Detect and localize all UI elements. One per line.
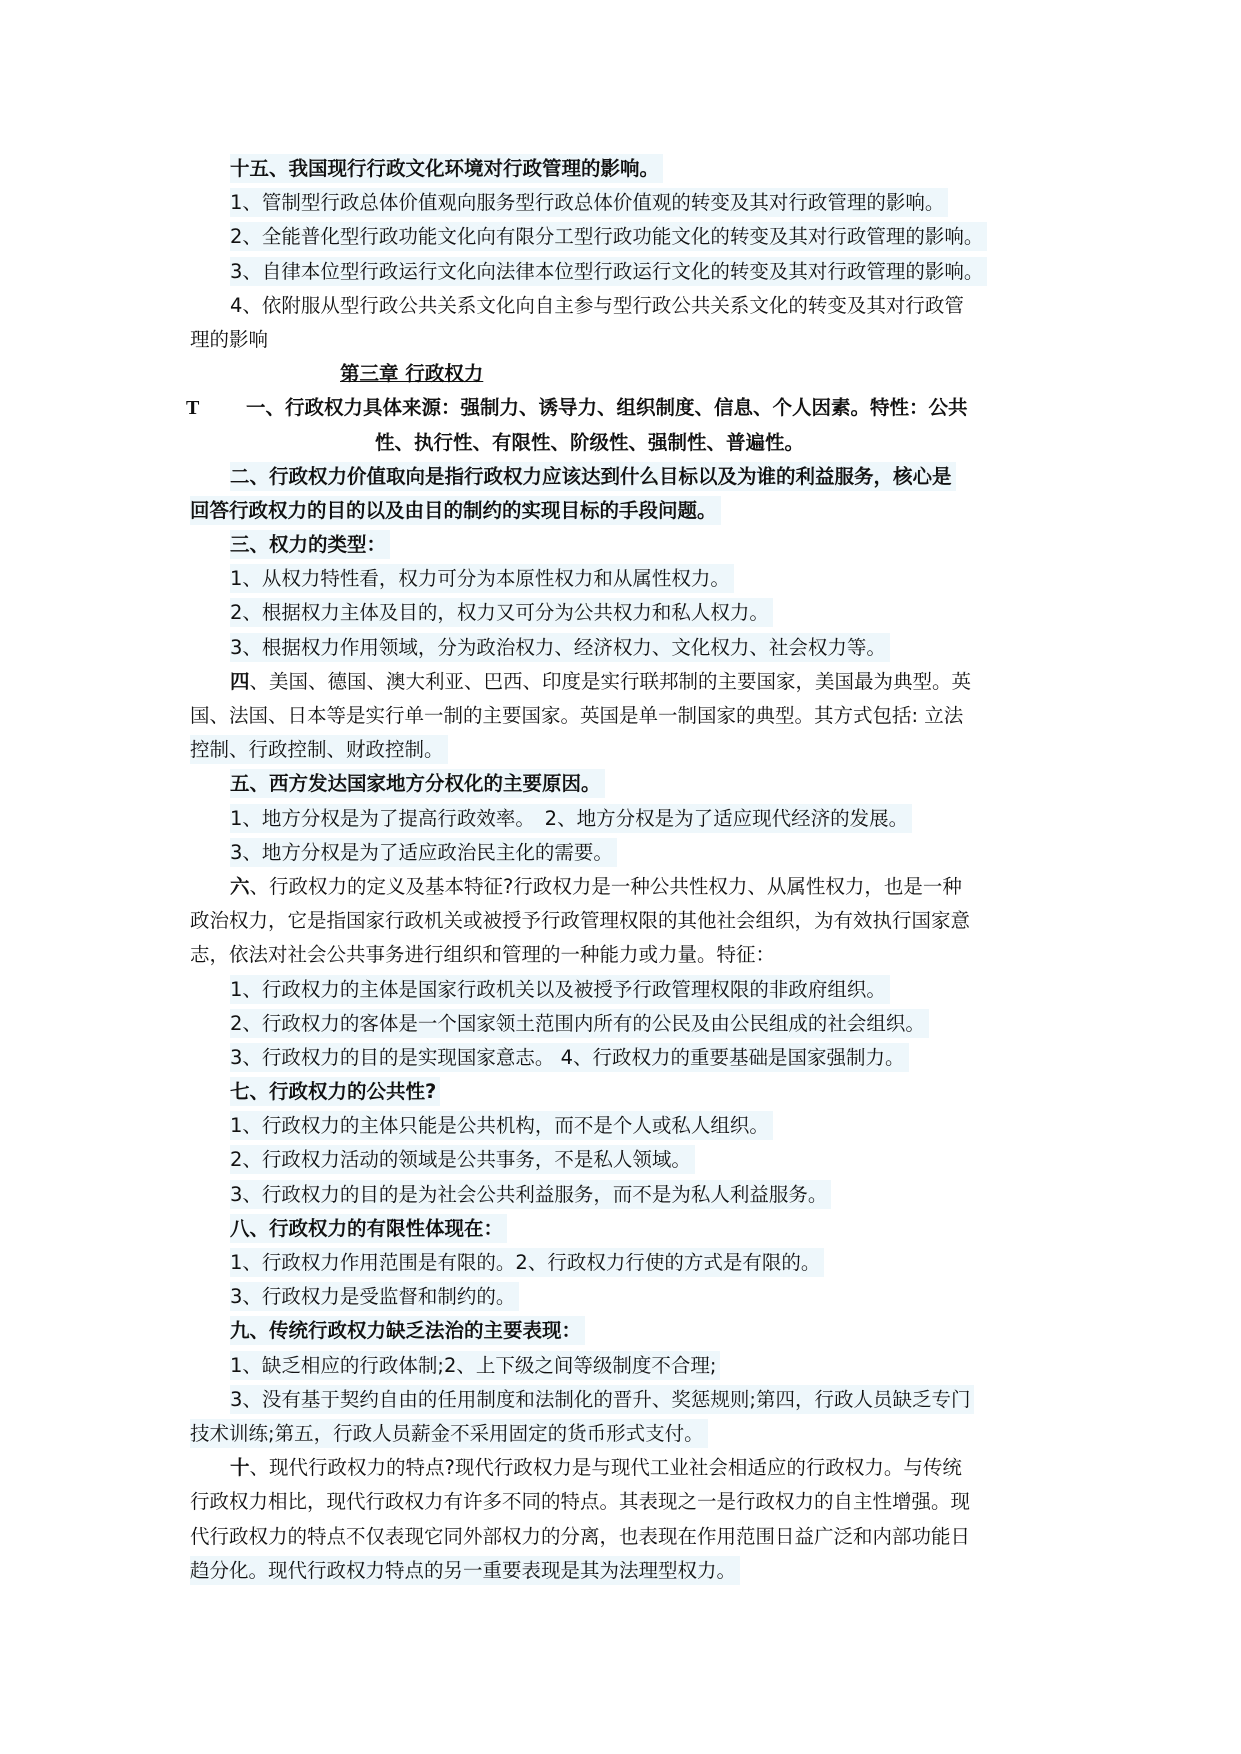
t-mark: T [186,397,200,420]
section-15-item-4-text-1: 4、依附服从型行政公共关系文化向自主参与型行政公共关系文化的转变及其对行政管 [230,293,964,317]
section-1-line-2 [190,426,1062,460]
section-6-item-3-text: 3、行政权力的目的是实现国家意志。 4、行政权力的重要基础是国家强制力。 [230,1043,909,1072]
section-15-item-2 [190,220,1062,254]
section-8-title [190,1212,1062,1246]
section-6-line-2 [190,904,1062,938]
section-3-item-1 [190,562,1062,596]
section-7-item-1-text: 1、行政权力的主体只能是公共机构，而不是个人或私人组织。 [230,1111,773,1140]
section-15-title-text: 十五、我国现行行政文化环境对行政管理的影响。 [230,154,663,183]
section-9-title [190,1314,1062,1348]
section-6-text-3: 志，依法对社会公共事务进行组织和管理的一种能力或力量。特征： [190,943,776,967]
section-9-item-1-text: 1、缺乏相应的行政体制;2、上下级之间等级制度不合理; [230,1351,720,1380]
section-9-title-text: 九、传统行政权力缺乏法治的主要表现： [230,1316,585,1345]
section-3-item-2 [190,596,1062,630]
section-9-item-2-line-1 [190,1383,1062,1417]
section-9-item-2-line-2 [190,1417,1062,1451]
section-8-item-1-text: 1、行政权力作用范围是有限的。2、行政权力行使的方式是有限的。 [230,1248,824,1277]
section-15-item-4-text-2: 理的影响 [190,327,269,351]
section-10-line-1 [190,1451,1062,1485]
section-8-title-text: 八、行政权力的有限性体现在： [230,1214,507,1243]
section-10-head: 十 [230,1456,250,1480]
section-4-text-3: 控制、行政控制、财政控制。 [190,735,448,764]
section-1-text-2: 性、执行性、有限性、阶级性、强制性、普遍性。 [375,430,805,454]
section-6-item-1 [190,973,1062,1007]
section-10-text-1: 、现代行政权力的特点?现代行政权力是与现代工业社会相适应的行政权力。与传统 [249,1456,962,1480]
section-7-title [190,1075,1062,1109]
section-5-item-1 [190,802,1062,836]
section-8-item-2-text: 3、行政权力是受监督和制约的。 [230,1282,519,1311]
section-10-text-2: 行政权力相比，现代行政权力有许多不同的特点。其表现之一是行政权力的自主性增强。现 [190,1490,971,1514]
section-9-item-1 [190,1349,1062,1383]
section-5-title [190,767,1062,801]
section-3-item-1-text: 1、从权力特性看，权力可分为本原性权力和从属性权力。 [230,564,734,593]
section-6-item-3 [190,1041,1062,1075]
section-10-line-3 [190,1520,1062,1554]
section-9-item-2-text-2: 技术训练;第五，行政人员薪金不采用固定的货币形式支付。 [190,1419,708,1448]
section-2-text-2: 回答行政权力的目的以及由目的制约的实现目标的手段问题。 [190,496,721,525]
section-7-title-text: 七、行政权力的公共性? [230,1077,440,1106]
chapter-title [190,357,1062,391]
section-2-line-1 [190,460,1062,494]
section-7-item-2-text: 2、行政权力活动的领域是公共事务，不是私人领域。 [230,1145,695,1174]
section-4-line-2 [190,699,1062,733]
section-15-item-1-text: 1、管制型行政总体价值观向服务型行政总体价值观的转变及其对行政管理的影响。 [230,188,948,217]
section-8-item-2 [190,1280,1062,1314]
section-3-title [190,528,1062,562]
section-15-item-4-line-1 [190,289,1062,323]
section-5-item-2-text: 3、地方分权是为了适应政治民主化的需要。 [230,838,617,867]
section-6-item-2-text: 2、行政权力的客体是一个国家领土范围内所有的公民及由公民组成的社会组织。 [230,1009,929,1038]
section-6-item-2 [190,1007,1062,1041]
section-1-line-1 [186,391,1062,425]
section-8-item-1 [190,1246,1062,1280]
section-2-text-1: 二、行政权力价值取向是指行政权力应该达到什么目标以及为谁的利益服务，核心是 [230,462,956,491]
section-7-item-3-text: 3、行政权力的目的是为社会公共利益服务，而不是为私人利益服务。 [230,1180,831,1209]
section-4-text-1: 、美国、德国、澳大利亚、巴西、印度是实行联邦制的主要国家，美国最为典型。英 [249,669,972,693]
section-10-line-2 [190,1485,1062,1519]
section-6-line-1 [190,870,1062,904]
section-7-item-3 [190,1178,1062,1212]
section-4-line-3 [190,733,1062,767]
section-3-item-3-text: 3、根据权力作用领域，分为政治权力、经济权力、文化权力、社会权力等。 [230,633,890,662]
document-page [186,152,1062,1588]
section-4-text-2: 国、法国、日本等是实行单一制的主要国家。英国是单一制国家的典型。其方式包括: 立法 [190,704,964,727]
section-10-text-4: 趋分化。现代行政权力特点的另一重要表现是其为法理型权力。 [190,1556,740,1585]
section-5-item-1-text: 1、地方分权是为了提高行政效率。 2、地方分权是为了适应现代经济的发展。 [230,804,912,833]
section-7-item-1 [190,1109,1062,1143]
section-6-line-3 [190,938,1062,972]
section-6-text-1: 、行政权力的定义及基本特征?行政权力是一种公共性权力、从属性权力，也是一种 [249,874,962,898]
section-5-title-text: 五、西方发达国家地方分权化的主要原因。 [230,769,605,798]
section-15-item-4-line-2 [190,323,1062,357]
section-15-item-3-text: 3、自律本位型行政运行文化向法律本位型行政运行文化的转变及其对行政管理的影响。 [230,257,987,286]
section-15-title [190,152,1062,186]
section-1-text-1: 一、行政权力具体来源：强制力、诱导力、组织制度、信息、个人因素。特性：公共 [246,396,968,420]
section-5-item-2 [190,836,1062,870]
section-10-text-3: 代行政权力的特点不仅表现它同外部权力的分离，也表现在作用范围日益广泛和内部功能日 [190,1524,971,1548]
section-3-item-3 [190,631,1062,665]
section-4-line-1 [190,665,1062,699]
section-10-line-4 [190,1554,1062,1588]
section-15-item-1 [190,186,1062,220]
section-3-title-text: 三、权力的类型： [230,530,390,559]
section-6-item-1-text: 1、行政权力的主体是国家行政机关以及被授予行政管理权限的非政府组织。 [230,975,890,1004]
section-15-item-2-text: 2、全能普化型行政功能文化向有限分工型行政功能文化的转变及其对行政管理的影响。 [230,222,987,251]
section-4-head: 四 [230,669,250,693]
section-9-item-2-text-1: 3、没有基于契约自由的任用制度和法制化的晋升、奖惩规则;第四，行政人员缺乏专门 [230,1385,974,1414]
chapter-title-text: 第三章 行政权力 [340,362,484,386]
section-15-item-3 [190,255,1062,289]
section-2-line-2 [190,494,1062,528]
section-6-head: 六 [230,874,250,898]
section-3-item-2-text: 2、根据权力主体及目的，权力又可分为公共权力和私人权力。 [230,598,773,627]
section-7-item-2 [190,1143,1062,1177]
section-6-text-2: 政治权力，它是指国家行政机关或被授予行政管理权限的其他社会组织，为有效执行国家意 [190,909,971,933]
